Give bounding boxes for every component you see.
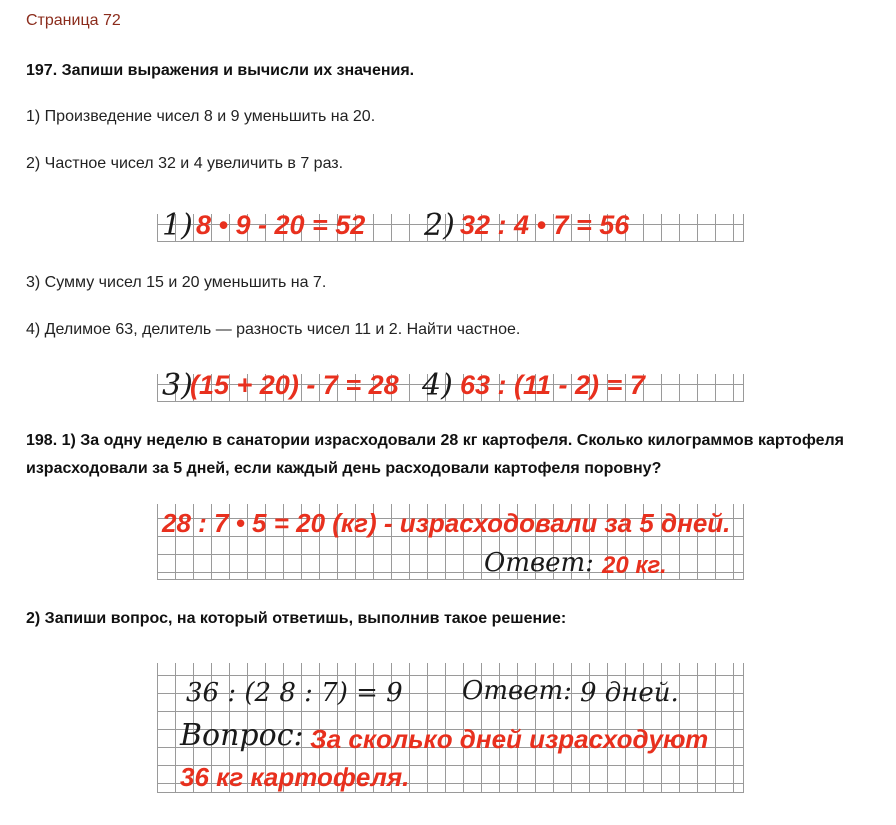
given-answer-value: 9 дней. (580, 678, 679, 708)
answer-2-expression: 32 : 4 • 7 = 56 (460, 210, 630, 240)
question-label: Вопрос: (180, 718, 304, 753)
task-197-item-4: 4) Делимое 63, делитель — разность чисел 11 и 2. Найти частное. (26, 321, 521, 338)
answer-1-number: 1) (162, 208, 193, 243)
page-heading: Страница 72 (26, 12, 121, 29)
task-197-item-3: 3) Сумму чисел 15 и 20 уменьшить на 7. (26, 274, 327, 291)
given-answer-label: Ответ: (462, 676, 572, 706)
answer-3-number: 3) (162, 368, 193, 403)
solution-expression: 28 : 7 • 5 = 20 (кг) - израсходовали за 5 дней. (162, 508, 731, 538)
task-197-item-2: 2) Частное чисел 32 и 4 увеличить в 7 раз. (26, 155, 344, 172)
question-line-2: 36 кг картофеля. (180, 762, 410, 792)
given-solution: 36 : (2 8 : 7) = 9 (186, 678, 403, 708)
question-line-1: За сколько дней израсходуют (310, 724, 709, 754)
answer-4-expression: 63 : (11 - 2) = 7 (460, 370, 645, 400)
answer-4-number: 4) (422, 368, 453, 403)
answer-label: Ответ: (484, 548, 594, 578)
task-198-part-2-text: 2) Запиши вопрос, на который ответишь, выполнив такое решение: (26, 610, 567, 627)
task-197-item-1: 1) Произведение чисел 8 и 9 уменьшить на 20. (26, 108, 376, 125)
answer-3-expression: (15 + 20) - 7 = 28 (190, 370, 399, 400)
answer-2-number: 2) (424, 208, 455, 243)
task-197-title: 197. Запиши выражения и вычисли их значения. (26, 62, 415, 79)
answer-1-expression: 8 • 9 - 20 = 52 (196, 210, 366, 240)
task-198-part-1-text: 198. 1) За одну неделю в санатории израсходовали 28 кг картофеля. Сколько килограммов картофеля израсходовали за 5 дней, если каждый день расходовали картофеля поровну? (26, 432, 844, 477)
answer-value: 20 кг. (602, 552, 667, 579)
